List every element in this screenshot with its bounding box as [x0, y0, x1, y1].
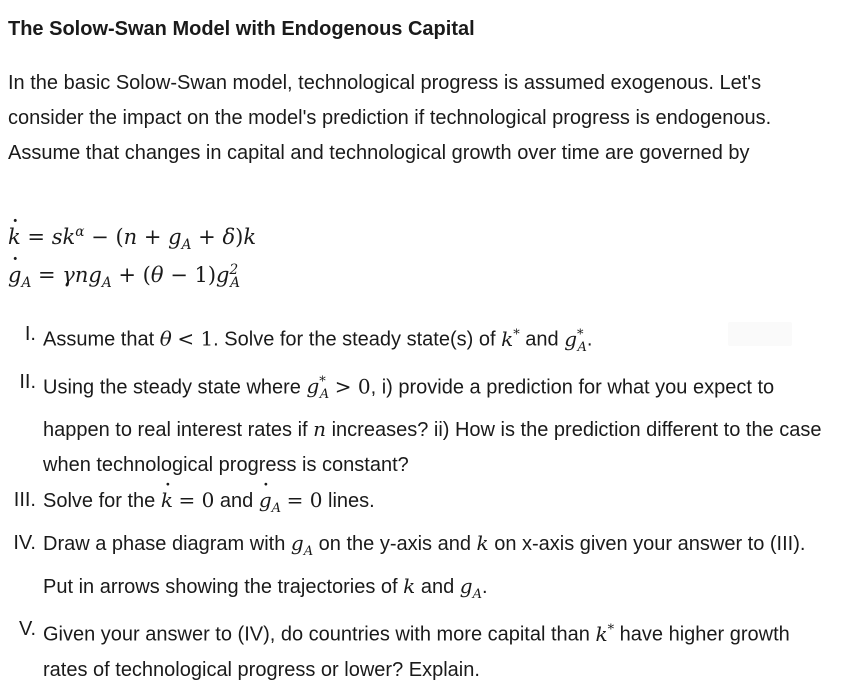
intro-paragraph: In the basic Solow-Swan model, technological progress is assumed exogenous. Let's consider the impact on the model's prediction if technological progress is endogenous. Assume that changes in capital and technological growth over time are governed by	[8, 72, 772, 164]
question-text: on the y-axis and	[313, 533, 477, 556]
question-list	[0, 317, 844, 688]
question-text: . Solve for the steady state(s) of	[213, 328, 502, 351]
equation-capital: ˙ $k = sk^\alpha - (n + g_A + \delta)k$	[8, 224, 256, 253]
question-text: increases? ii) How is the prediction different to the case when technological progress is constant?	[43, 419, 822, 477]
question-text: Solve for the	[43, 490, 161, 513]
question-text: Assume that	[43, 328, 160, 351]
question-4: IV. Draw a phase diagram with $g_A$ on the y-axis and k on x-axis given your answer to (III). Put in arrows showing the trajectories of k and $g_A$.	[0, 526, 844, 612]
equation-tech-growth: ˙ $g_A = \gamma ng_A + (\theta - 1)g^2_A$	[8, 262, 240, 291]
question-text: on x-axis given your answer to (III). Put in arrows showing the trajectories of	[43, 533, 806, 599]
question-5: V. Given your answer to (IV), do countries with more capital than k* have higher growth rates of technological progress or lower? Explain.	[0, 612, 844, 688]
question-text: .	[481, 576, 488, 599]
question-text: and	[519, 328, 565, 351]
question-3: III. Solve for the ˙ k = 0 and ˙ $g_A = 0$ lines.	[0, 483, 844, 526]
question-text: .	[586, 328, 593, 351]
question-text: Using the steady state where	[43, 376, 307, 399]
question-2: II. Using the steady state where $g^*_A > 0$, i) provide a prediction for what you expect to happen to real interest rates if n increases? ii) How is the prediction different to the case when technological progress is constant?	[0, 365, 844, 484]
question-text: and	[214, 490, 259, 513]
document-title: The Solow-Swan Model with Endogenous Capital	[8, 18, 475, 40]
question-number: I.	[24, 323, 36, 345]
question-1: I. Assume that θ < 1. Solve for the steady state(s) of k* and $g^*_A$.	[0, 317, 844, 365]
question-text: lines.	[322, 490, 375, 513]
question-number: IV.	[13, 532, 36, 555]
question-number: III.	[13, 489, 36, 512]
question-text: Draw a phase diagram with	[43, 533, 291, 556]
question-text: and	[415, 576, 460, 599]
question-text: Given your answer to (IV), do countries with more capital than	[43, 623, 596, 646]
question-text: have higher growth rates of technological progress or lower? Explain.	[43, 623, 790, 681]
question-number: II.	[19, 370, 36, 393]
question-number: V.	[18, 618, 36, 641]
question-text: , i) provide a prediction for what you expect to happen to real interest rates if	[43, 376, 775, 442]
